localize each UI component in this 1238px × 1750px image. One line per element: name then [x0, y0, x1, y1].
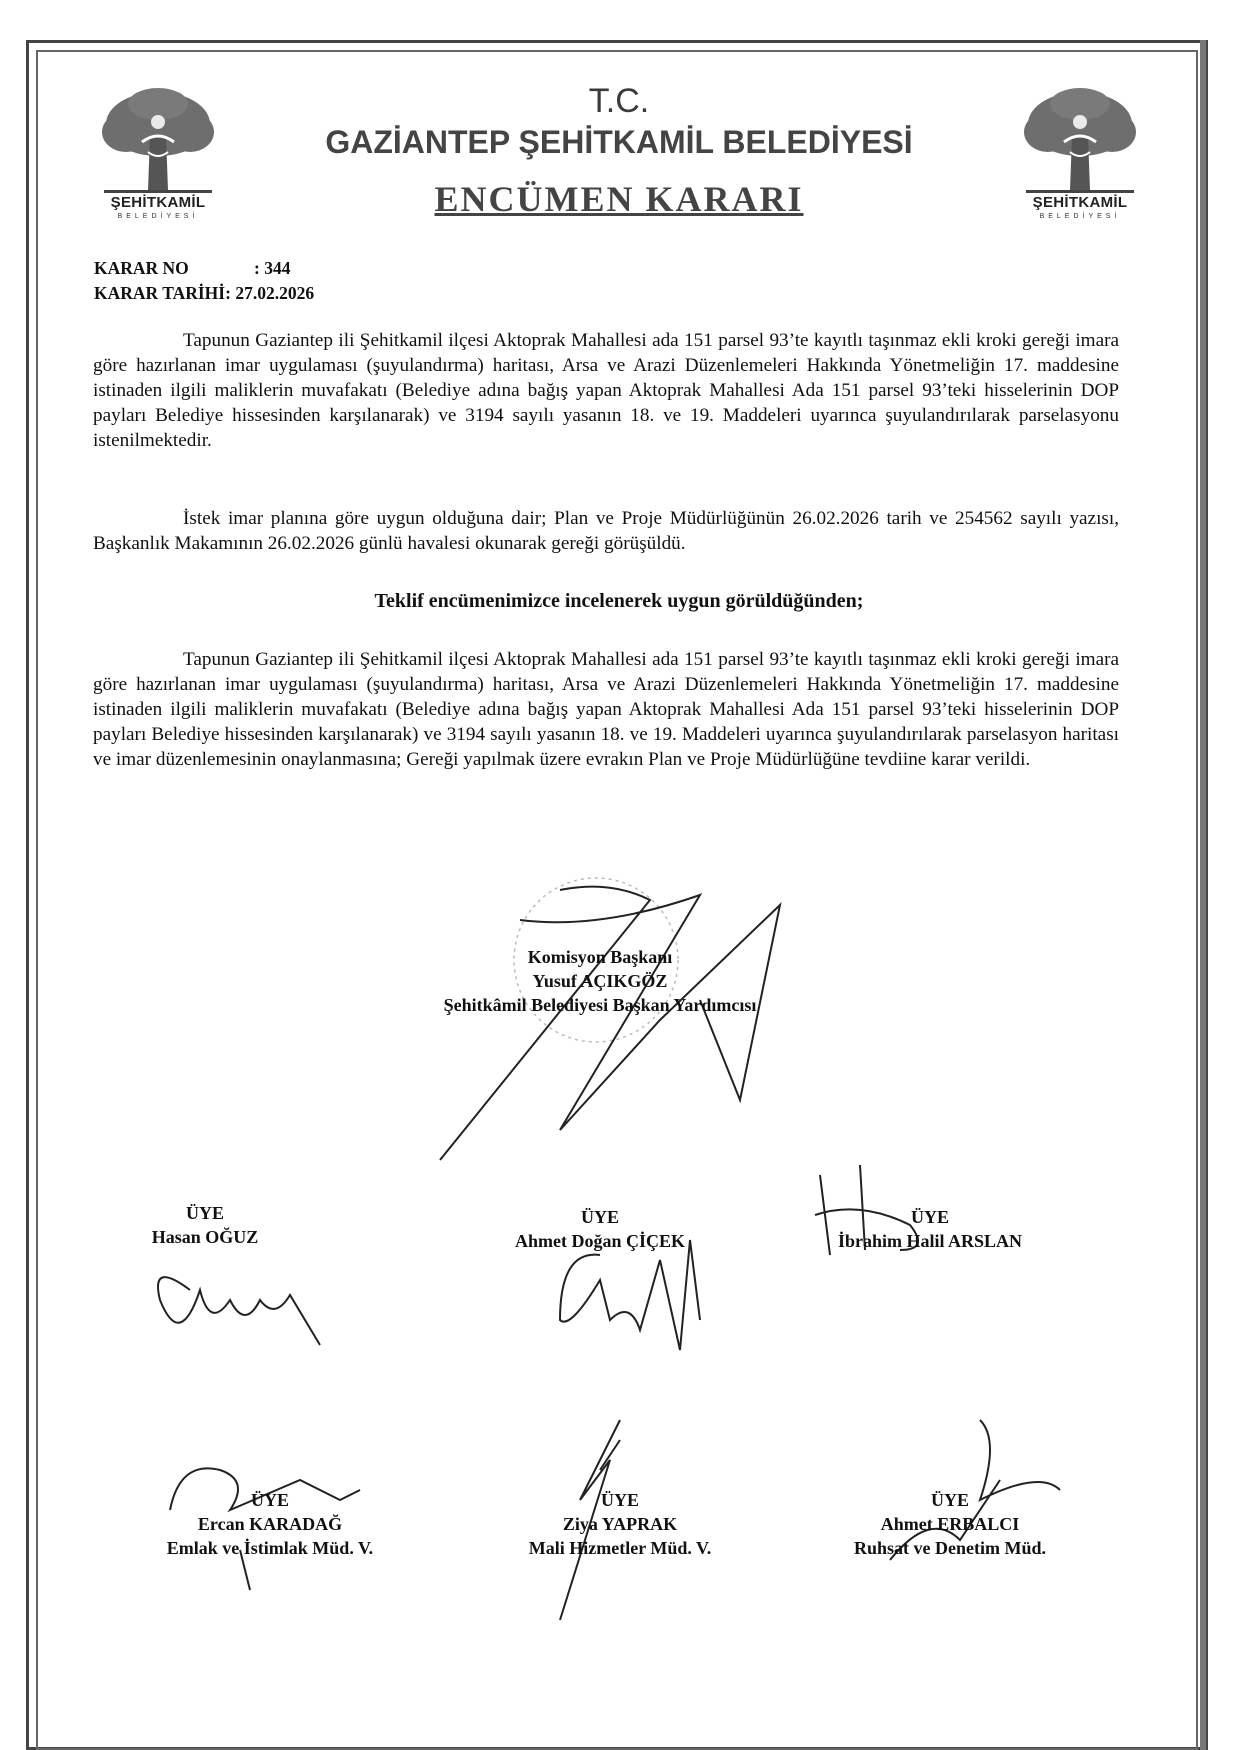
member2-name: Ahmet Doğan ÇİÇEK [514, 1231, 685, 1251]
body-paragraph-request: Tapunun Gaziantep ili Şehitkamil ilçesi Aktoprak Mahallesi ada 151 parsel 93’te kayıtlı taşınmaz ekli kroki gereği imara göre hazırlanan imar uygulaması (şuyulandırma) haritası, Arsa ve Arazi Düzenlemeleri Hakkında Yönetmeliğin 17. maddesine istinaden ilgili maliklerin muvafakatı (Belediye adına bağış yapan Aktoprak Mahallesi Ada 151 parsel 93’teki hisselerinin DOP payları Belediye hissesinden karşılanarak) ve 3194 sayılı yasanın 18. ve 19. Maddeleri uyarınca şuyulandırılarak parselasyonu istenilmektedir. [93, 330, 1119, 451]
signature-block-member3 [800, 1205, 1060, 1253]
body-paragraph-decision: Tapunun Gaziantep ili Şehitkamil ilçesi Aktoprak Mahallesi ada 151 parsel 93’te kayıtlı taşınmaz ekli kroki gereği imara göre hazırlanan imar uygulaması (şuyulandırma) haritası, Arsa ve Arazi Düzenlemeleri Hakkında Yönetmeliğin 17. maddesine istinaden ilgili maliklerin muvafakatı (Belediye adına bağış yapan Aktoprak Mahallesi Ada 151 parsel 93’teki hisselerinin DOP payları Belediye hissesinden karşılanarak) ve 3194 sayılı yasanın 18. ve 19. Maddeleri uyarınca şuyulandırılarak parselasyon haritası ve imar düzenlemesinin onaylanmasına; Gereği yapılmak üzere evrakın Plan ve Proje Müdürlüğüne tevdiine karar verildi. [93, 649, 1119, 770]
decision-number-label: KARAR NO [94, 258, 189, 278]
member4-name: Ercan KARADAĞ [197, 1514, 343, 1534]
member3-name: İbrahim Halil ARSLAN [837, 1231, 1023, 1251]
member6-title: Ruhsat ve Denetim Müd. [854, 1538, 1046, 1558]
body-paragraph-review: İstek imar planına göre uygun olduğuna dair; Plan ve Proje Müdürlüğünün 26.02.2026 tarih ve 254562 sayılı yazısı, Başkanlık Makamının 26.02.2026 günlü havalesi okunarak gereği görüşüldü. [93, 508, 1119, 554]
header-tc: T.C. [588, 82, 650, 120]
decision-number [94, 258, 290, 279]
signature-block-member2 [470, 1205, 730, 1253]
signature-block-member5 [470, 1488, 770, 1560]
member4-role: ÜYE [250, 1490, 289, 1510]
logo-brand-text: ŞEHİTKAMİL [110, 194, 206, 211]
member6-role: ÜYE [930, 1490, 969, 1510]
member6-name: Ahmet ERBALCI [880, 1514, 1020, 1534]
signature-block-member1 [110, 1201, 300, 1249]
chair-role: Komisyon Başkanı [527, 947, 673, 967]
document-title: ENCÜMEN KARARI [434, 179, 804, 219]
logo-sub-text: BELEDİYESİ [117, 213, 199, 220]
decision-date-value: 27.02.2026 [235, 283, 315, 303]
chair-title: Şehitkâmil Belediyesi Başkan Yardımcısı [443, 995, 757, 1015]
member3-role: ÜYE [910, 1207, 949, 1227]
member2-role: ÜYE [580, 1207, 619, 1227]
signature-block-member4 [120, 1488, 420, 1560]
signature-block-chair [400, 945, 800, 1017]
header-institution: GAZİANTEP ŞEHİTKAMİL BELEDİYESİ [325, 124, 913, 160]
member5-role: ÜYE [600, 1490, 639, 1510]
decision-date [94, 283, 314, 304]
decision-number-value: : 344 [254, 258, 291, 278]
signature-block-member6 [800, 1488, 1100, 1560]
member4-title: Emlak ve İstimlak Müd. V. [166, 1538, 374, 1558]
member1-name: Hasan OĞUZ [151, 1227, 259, 1247]
chair-name: Yusuf AÇIKGÖZ [532, 971, 668, 991]
member1-role: ÜYE [185, 1203, 224, 1223]
member5-name: Ziya YAPRAK [562, 1514, 678, 1534]
decision-date-label: KARAR TARİHİ: [94, 283, 231, 303]
logo-brand-text: ŞEHİTKAMİL [1032, 194, 1128, 211]
page-border-right-edge [1200, 40, 1206, 1750]
logo-sub-text: BELEDİYESİ [1039, 213, 1121, 220]
member5-title: Mali Hizmetler Müd. V. [528, 1538, 712, 1558]
proposal-heading: Teklif encümenimizce incelenerek uygun görüldüğünden; [374, 590, 864, 612]
